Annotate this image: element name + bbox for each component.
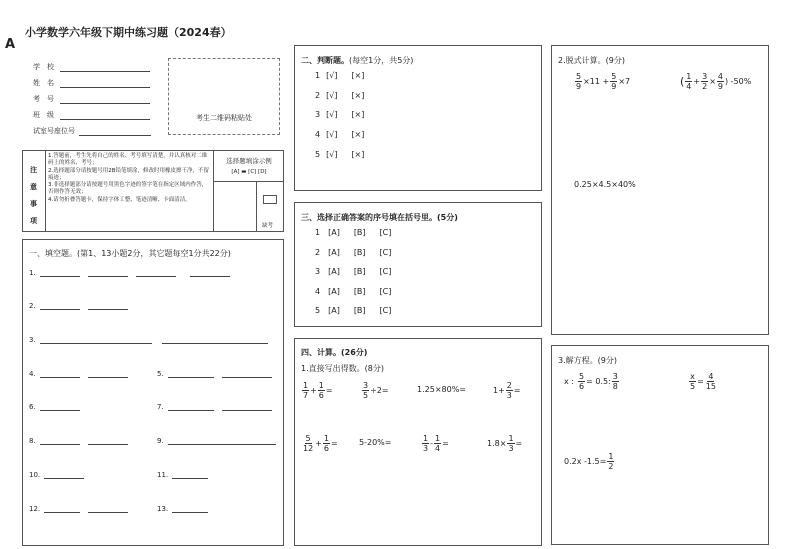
info-field-name: 姓 名 <box>33 78 163 88</box>
calc-item: 1+ $\frac{2}{3}$ = <box>493 381 521 400</box>
step-calc-2: ( $\frac{1}{4}$ + $\frac{3}{2}$ × $\frac{4}{9}$ ) -50% <box>680 72 752 91</box>
blank-1: 1. <box>29 268 230 277</box>
blank-13: 13. <box>157 504 208 513</box>
choice-b[interactable]: [B] <box>353 306 366 315</box>
tf-false-option[interactable]: [×] <box>351 150 365 159</box>
tf-false-option[interactable]: [×] <box>351 71 365 80</box>
tf-false-option[interactable]: [×] <box>351 91 365 100</box>
notes-list <box>48 153 210 204</box>
info-field-id: 考 号 <box>33 94 163 104</box>
section-true-false <box>294 45 542 191</box>
info-field-class: 班 级 <box>33 110 163 120</box>
tf-row: 2 [√] [×] <box>315 91 365 100</box>
blank-9: 9. <box>157 436 276 445</box>
blank-11: 11. <box>157 470 208 479</box>
notes-label: 注 意 事 项 <box>23 151 46 231</box>
section-4-sub: 1.直接写出得数。(8分) <box>301 364 384 373</box>
choice-b[interactable]: [B] <box>353 287 366 296</box>
choice-c[interactable]: [C] <box>379 267 392 276</box>
calc-item: 5-20%= <box>359 438 392 447</box>
section-2-title: 二、判断题。(每空1分，共5分) <box>301 56 414 65</box>
section-equations <box>551 345 769 545</box>
blank-8: 8. <box>29 436 128 445</box>
absent-label: 缺考 <box>262 223 274 229</box>
choice-b[interactable]: [B] <box>353 228 366 237</box>
tf-true-option[interactable]: [√] <box>326 130 338 139</box>
choice-a[interactable]: [A] <box>328 287 340 296</box>
calc-item: $\frac{3}{5}$ ÷2= <box>363 381 389 400</box>
calc-item: 1.25×80%= <box>417 385 466 394</box>
choice-c[interactable]: [C] <box>379 306 392 315</box>
notes-panel <box>22 150 284 232</box>
info-field-school: 学 校 <box>33 62 163 72</box>
section-calculation <box>294 338 542 546</box>
equation-3: 0.2x -1.5= $\frac{1}{2}$ <box>564 452 614 471</box>
section-fill-blank <box>22 239 284 546</box>
blank-3: 3. <box>29 335 268 344</box>
blank-6: 6. <box>29 402 80 411</box>
calc-item: $\frac{5}{12}$ + $\frac{1}{6}$ = <box>303 434 338 453</box>
calc-item: 1.8× $\frac{1}{3}$ = <box>487 434 523 453</box>
fill-example: 选择题填涂示例 [A] ▬ [C] [D] <box>213 151 284 182</box>
equation-2: $\frac{x}{5}$ = $\frac{4}{15}$ <box>690 372 716 391</box>
corner-letter: A <box>5 37 16 52</box>
section-4-title: 四、计算。(26分) <box>301 348 368 357</box>
choice-a[interactable]: [A] <box>328 306 340 315</box>
choice-c[interactable]: [C] <box>379 228 392 237</box>
equation-1: x : $\frac{5}{6}$ = 0.5: $\frac{3}{8}$ <box>564 372 618 391</box>
section-step-calculation <box>551 45 769 335</box>
blank-2: 2. <box>29 301 128 310</box>
choice-row: 1 [A] [B] [C] <box>315 228 392 237</box>
tf-false-option[interactable]: [×] <box>351 110 365 119</box>
tf-row: 4 [√] [×] <box>315 130 365 139</box>
section-1-title: 一、填空题。(第1、13小题2分，其它题每空1分共22分) <box>29 249 231 258</box>
tf-row: 3 [√] [×] <box>315 110 365 119</box>
choice-c[interactable]: [C] <box>379 287 392 296</box>
note-item: 3.非选择题部分请按题号用黑色字迹的签字笔在指定区域内作答，否则作答无效； <box>48 182 208 196</box>
blank-5: 5. <box>157 369 272 378</box>
choice-a[interactable]: [A] <box>328 267 340 276</box>
section-multiple-choice <box>294 202 542 327</box>
section-6-title: 3.解方程。(9分) <box>558 356 617 365</box>
tf-true-option[interactable]: [√] <box>326 71 338 80</box>
blank-12: 12. <box>29 504 128 513</box>
blank-7: 7. <box>157 402 272 411</box>
page-title: 小学数学六年级下期中练习题（2024春） <box>25 26 232 39</box>
step-calc-3: 0.25×4.5×40% <box>574 180 636 189</box>
section-3-title: 三、选择正确答案的序号填在括号里。(5分) <box>301 213 458 222</box>
tf-true-option[interactable]: [√] <box>326 91 338 100</box>
qr-code-box <box>168 58 280 135</box>
choice-b[interactable]: [B] <box>353 248 366 257</box>
tf-row: 5 [√] [×] <box>315 150 365 159</box>
choice-row: 2 [A] [B] [C] <box>315 248 392 257</box>
choice-a[interactable]: [A] <box>328 248 340 257</box>
calc-item: $\frac{1}{3}$ - $\frac{1}{4}$ = <box>423 434 449 453</box>
choice-row: 3 [A] [B] [C] <box>315 267 392 276</box>
choice-c[interactable]: [C] <box>379 248 392 257</box>
absent-checkbox[interactable] <box>263 195 277 204</box>
section-5-title: 2.脱式计算。(9分) <box>558 56 625 65</box>
tf-true-option[interactable]: [√] <box>326 150 338 159</box>
tf-false-option[interactable]: [×] <box>351 130 365 139</box>
note-item: 4.请勿折叠答题卡，保持字体工整、笔迹清晰、卡面清洁。 <box>48 196 191 203</box>
qr-code-label: 考生二维码粘贴处 <box>196 114 252 122</box>
blank-4: 4. <box>29 369 128 378</box>
choice-a[interactable]: [A] <box>328 228 340 237</box>
choice-row: 5 [A] [B] [C] <box>315 306 392 315</box>
blank-10: 10. <box>29 470 84 479</box>
note-item: 1.答题前，考生先将自己的姓名、考号填写清楚，并认真核对二维码上的姓名、考号； <box>48 153 208 167</box>
choice-b[interactable]: [B] <box>353 267 366 276</box>
choice-row: 4 [A] [B] [C] <box>315 287 392 296</box>
tf-true-option[interactable]: [√] <box>326 110 338 119</box>
calc-item: $\frac{1}{7}$ + $\frac{1}{6}$ = <box>303 381 333 400</box>
tf-row: 1 [√] [×] <box>315 71 365 80</box>
note-item: 2.选择题部分请按题号用2B铅笔填涂，修改时用橡皮擦干净，不留痕迹； <box>48 167 210 181</box>
step-calc-1: $\frac{5}{9}$ ×11 + $\frac{5}{9}$ ×7 <box>576 72 631 91</box>
info-field-seat: 试室号座位号 <box>33 126 163 136</box>
